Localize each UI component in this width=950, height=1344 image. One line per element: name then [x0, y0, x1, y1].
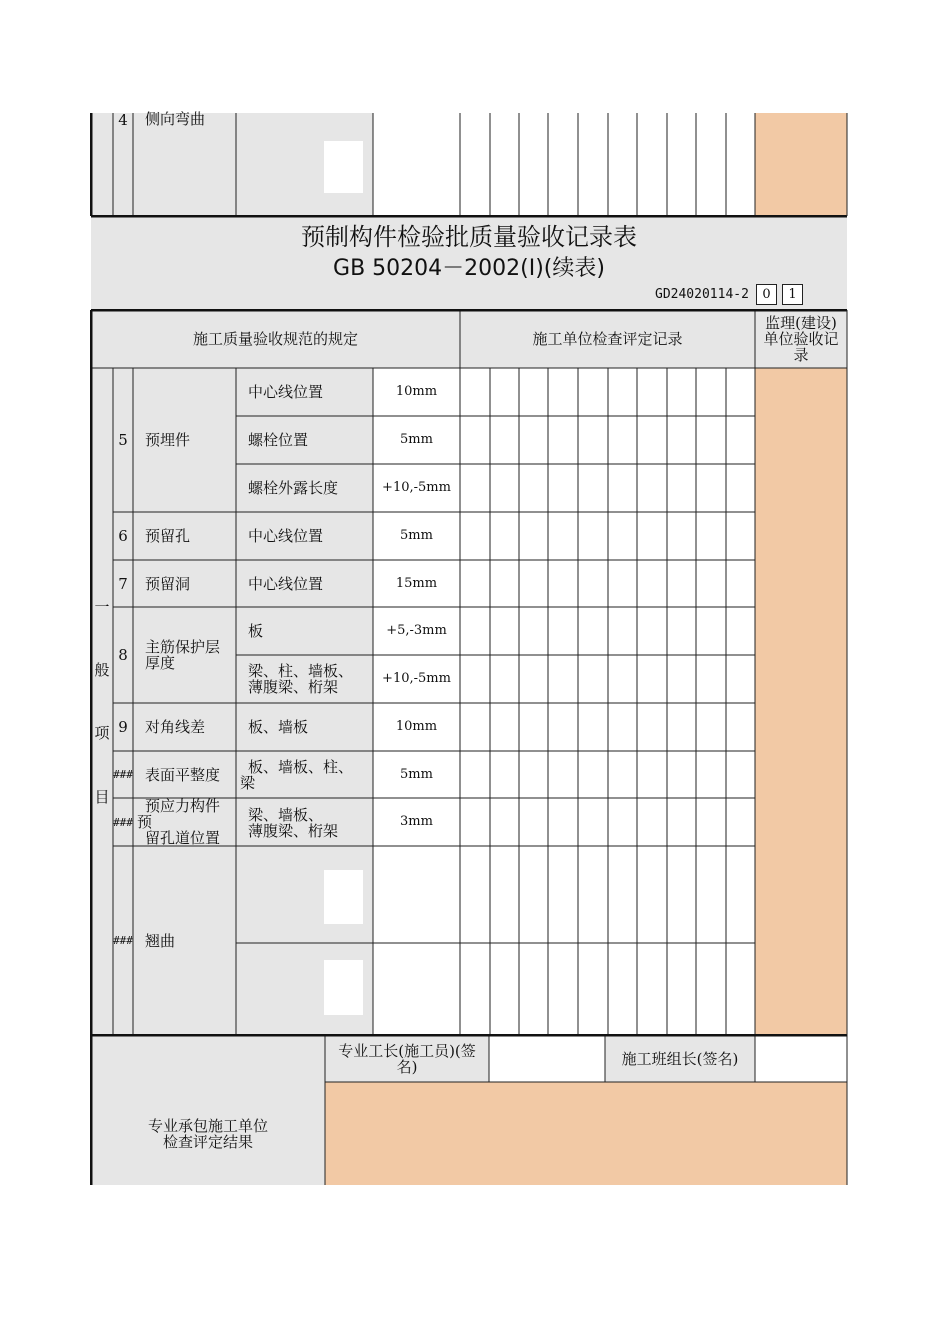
row-7-item: 预留洞 [145, 574, 191, 593]
header-supervisor-line3: 录 [793, 346, 809, 364]
row-11-item [137, 798, 220, 846]
category-char-1: 一 [94, 598, 110, 616]
code-box-2: 1 [782, 284, 803, 305]
row-12-item: 翘曲 [145, 931, 176, 950]
foreman-signature-field[interactable] [490, 1036, 604, 1081]
row-10-item: 表面平整度 [145, 765, 221, 784]
row-10-tol: 5mm [400, 766, 433, 782]
row-8-sub-1: 板 [248, 622, 264, 640]
footer-foreman-line2: 名) [396, 1058, 418, 1076]
header-record: 施工单位检查评定记录 [532, 330, 683, 348]
row-6-number: 6 [118, 527, 128, 545]
row-11-number: ### [113, 815, 133, 829]
row-8-sub-2-line2: 薄腹梁、桁架 [248, 678, 339, 696]
page-subtitle: GB 50204－2002(Ⅰ)(续表) [333, 255, 605, 281]
row-11-item-line3: 留孔道位置 [145, 829, 221, 847]
row-8-sub-2 [248, 663, 353, 695]
row-9-tol: 10mm [395, 719, 438, 734]
row-7-sub: 中心线位置 [248, 574, 324, 593]
code-box-1: 0 [756, 284, 777, 305]
row-8-tol-2: +10,-5mm [382, 671, 451, 686]
row-5-sub-3: 螺栓外露长度 [248, 479, 339, 497]
footer-foreman-line1: 专业工长(施工员)(签 [338, 1042, 476, 1060]
row-11-sub [248, 807, 338, 839]
footer-result-line2: 检查评定结果 [162, 1132, 253, 1151]
row-5-sub-2: 螺栓位置 [248, 431, 309, 449]
header-spec: 施工质量验收规范的规定 [192, 330, 358, 348]
row-10-sub-line2: 梁 [240, 774, 256, 792]
row-6-item: 预留孔 [145, 527, 191, 545]
row-5-tol-2: 5mm [400, 432, 433, 447]
footer-result-label [91, 1082, 325, 1185]
page-title: 预制构件检验批质量验收记录表 [301, 222, 637, 251]
row-8-item-line1: 主筋保护层 [145, 638, 221, 656]
header-supervisor [755, 312, 847, 366]
row-5-tol-1: 10mm [395, 384, 438, 399]
row-5-item: 预埋件 [145, 431, 191, 449]
row-9-item: 对角线差 [145, 718, 206, 736]
row-10-number: ### [113, 768, 133, 781]
header-supervisor-line2: 单位验收记 [763, 330, 839, 348]
row-12-number: ### [113, 934, 133, 947]
category-char-4: 目 [94, 788, 110, 806]
row-11-sub-line1: 梁、墙板、 [248, 806, 324, 824]
row-8-item [145, 639, 220, 671]
row-4-number: 4 [118, 111, 128, 129]
row-8-number: 8 [118, 646, 128, 664]
footer-foreman-label [325, 1036, 489, 1082]
row-9-sub: 板、墙板 [248, 718, 309, 736]
footer-team-leader-label: 施工班组长(签名) [621, 1049, 739, 1068]
row-8-item-line2: 厚度 [145, 654, 176, 672]
row-5-tol-3: +10,-5mm [382, 480, 451, 495]
team-leader-signature-field[interactable] [756, 1036, 846, 1081]
row-8-sub-2-line1: 梁、柱、墙板、 [248, 662, 354, 680]
header-supervisor-line1: 监理(建设) [765, 314, 837, 332]
row-11-item-line2: 预 [137, 813, 153, 831]
row-10-sub [240, 759, 353, 791]
row-5-sub-1: 中心线位置 [248, 383, 324, 401]
form-code: GD24020114-2 [655, 287, 749, 302]
row-11-sub-line2: 薄腹梁、桁架 [248, 822, 339, 840]
category-char-2: 般 [94, 661, 110, 679]
footer-result-line1: 专业承包施工单位 [147, 1116, 268, 1135]
row-7-number: 7 [118, 574, 128, 593]
row-11-item-line1: 预应力构件 [145, 797, 221, 815]
row-4-item: 侧向弯曲 [145, 110, 206, 128]
row-6-tol: 5mm [400, 528, 433, 543]
row-9-number: 9 [118, 718, 128, 736]
row-5-number: 5 [118, 431, 128, 449]
row-10-sub-line1: 板、墙板、柱、 [248, 758, 354, 776]
row-7-tol: 15mm [395, 575, 438, 591]
row-11-tol: 3mm [400, 814, 433, 829]
row-8-tol-1: +5,-3mm [386, 623, 447, 638]
row-6-sub: 中心线位置 [248, 527, 324, 545]
category-char-3: 项 [94, 724, 110, 742]
